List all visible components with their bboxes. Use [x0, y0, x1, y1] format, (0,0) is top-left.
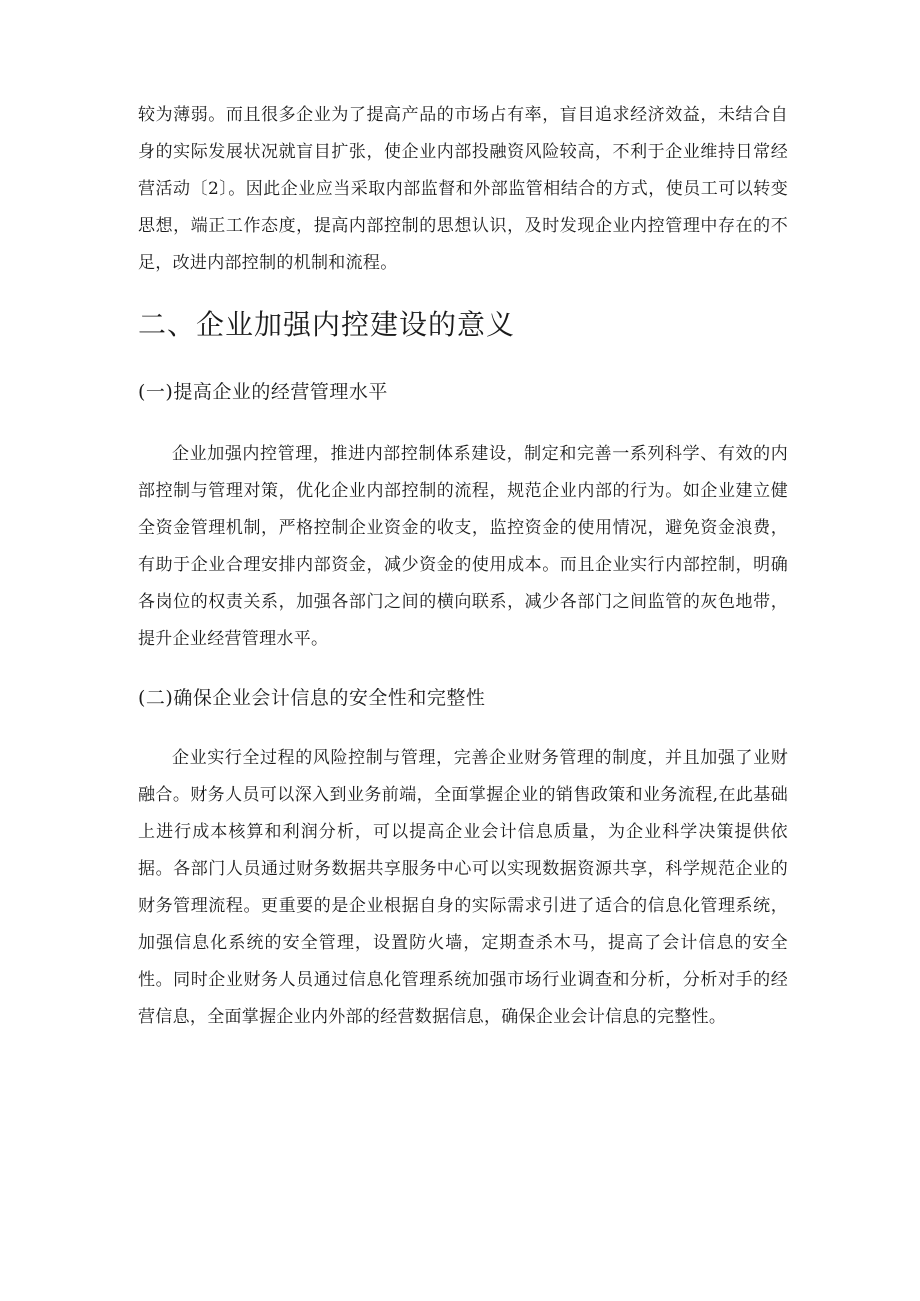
paragraph-continuation: 较为薄弱。而且很多企业为了提高产品的市场占有率，盲目追求经济效益，未结合自身的实际发展状况就盲目扩张，使企业内部投融资风险较高，不利于企业维持日常经营活动〔2〕。因此企业应当采取内部监督和外部监管相结合的方式，使员工可以转变思想，端正工作态度，提高内部控制的思想认识，及时发现企业内控管理中存在的不足，改进内部控制的机制和流程。: [138, 105, 788, 273]
subsection-body-2: 企业实行全过程的风险控制与管理，完善企业财务管理的制度，并且加强了业财融合。财务人员可以深入到业务前端，全面掌握企业的销售政策和业务流程,在此基础上进行成本核算和利润分析，可以提高企业会计信息质量，为企业科学决策提供依据。各部门人员通过财务数据共享服务中心可以实现数据资源共享，科学规范企业的财务管理流程。更重要的是企业根据自身的实际需求引进了适合的信息化管理系统，加强信息化系统的安全管理，设置防火墙，定期查杀木马，提高了会计信息的安全性。同时企业财务人员通过信息化管理系统加强市场行业调查和分析，分析对手的经营信息，全面掌握企业内外部的经营数据信息，确保企业会计信息的完整性。: [138, 748, 788, 1027]
subsection-heading-2: (二)确保企业会计信息的安全性和完整性: [138, 687, 486, 709]
subsection-heading-1: (一)提高企业的经营管理水平: [138, 381, 388, 403]
section-heading: 二、企业加强内控建设的意义: [138, 308, 516, 341]
subsection-body-1: 企业加强内控管理，推进内部控制体系建设，制定和完善一系列科学、有效的内部控制与管理对策，优化企业内部控制的流程，规范企业内部的行为。如企业建立健全资金管理机制，严格控制企业资金的收支，监控资金的使用情况，避免资金浪费，有助于企业合理安排内部资金，减少资金的使用成本。而且企业实行内部控制，明确各岗位的权责关系，加强各部门之间的横向联系，减少各部门之间监管的灰色地带，提升企业经营管理水平。: [138, 444, 788, 649]
